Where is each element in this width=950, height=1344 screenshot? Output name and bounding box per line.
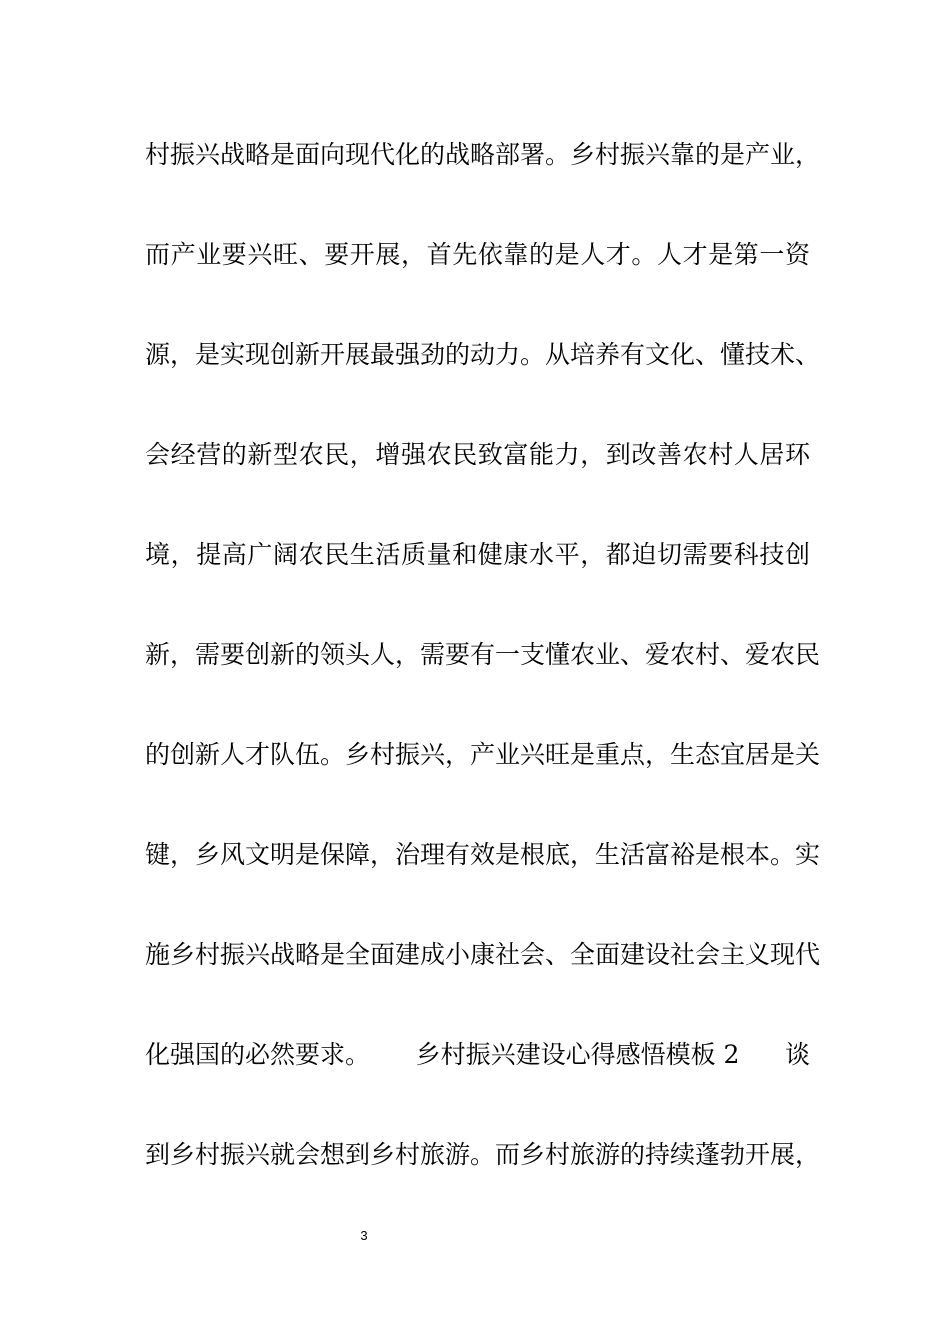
text-line-with-heading bbox=[145, 1030, 810, 1080]
text-line: 村振兴战略是面向现代化的战略部署。乡村振兴靠的是产业， bbox=[145, 140, 821, 169]
text-line: 新，需要创新的领头人，需要有一支懂农业、爱农村、爱农民 bbox=[145, 640, 821, 669]
body-text bbox=[145, 130, 821, 1230]
text-line: 而产业要兴旺、要开展，首先依靠的是人才。人才是第一资 bbox=[145, 240, 810, 269]
section-heading: 乡村振兴建设心得感悟模板 2 bbox=[415, 1040, 740, 1069]
text-line: 的创新人才队伍。乡村振兴，产业兴旺是重点，生态宜居是关 bbox=[145, 740, 821, 769]
text-line: 键，乡风文明是保障，治理有效是根底，生活富裕是根本。实 bbox=[145, 840, 821, 869]
text-line: 源，是实现创新开展最强劲的动力。从培养有文化、懂技术、 bbox=[145, 340, 821, 369]
page-number: 3 bbox=[360, 1228, 368, 1243]
text-line: 到乡村振兴就会想到乡村旅游。而乡村旅游的持续蓬勃开展， bbox=[145, 1140, 821, 1169]
text-segment: 谈 bbox=[784, 1040, 810, 1069]
text-line: 会经营的新型农民，增强农民致富能力，到改善农村人居环 bbox=[145, 440, 810, 469]
text-line: 境，提高广阔农民生活质量和健康水平，都迫切需要科技创 bbox=[145, 540, 810, 569]
text-segment: 化强国的必然要求。 bbox=[145, 1040, 371, 1069]
text-line: 施乡村振兴战略是全面建成小康社会、全面建设社会主义现代 bbox=[145, 940, 821, 969]
